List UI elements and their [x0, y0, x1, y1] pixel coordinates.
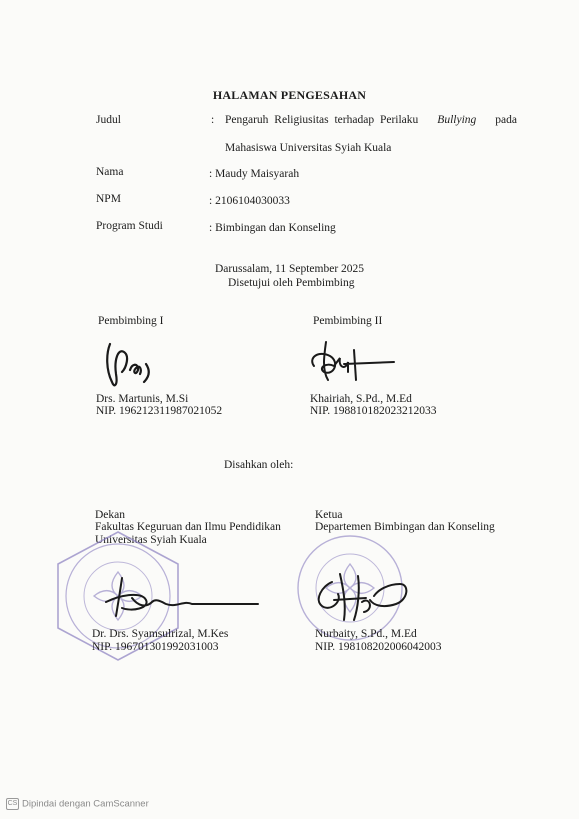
place-date: Darussalam, 11 September 2025	[215, 263, 365, 275]
prodi-value: : Bimbingan dan Konseling	[209, 222, 336, 234]
head-role: Ketua	[315, 509, 343, 521]
dean-name: Dr. Drs. Syamsulrizal, M.Kes	[92, 628, 229, 640]
judul-text-b: pada	[495, 114, 517, 126]
judul-label: Judul	[96, 114, 121, 126]
nama-value: : Maudy Maisyarah	[209, 168, 300, 180]
advisor2-nip: NIP. 198810182023212033	[310, 405, 437, 417]
approved-by: Disetujui oleh Pembimbing	[228, 277, 355, 289]
judul-text-a: Pengaruh Religiusitas terhadap Perilaku	[225, 114, 419, 126]
dean-org-line-1: Fakultas Keguruan dan Ilmu Pendidikan	[95, 521, 281, 533]
advisor1-nip: NIP. 196212311987021052	[96, 405, 223, 417]
camscanner-footer	[6, 798, 149, 810]
prodi-label: Program Studi	[96, 220, 163, 232]
judul-line-1	[225, 113, 517, 127]
advisor2-role: Pembimbing II	[313, 315, 383, 327]
ratified-by: Disahkan oleh:	[224, 459, 294, 471]
advisor2-signature	[304, 336, 400, 392]
judul-line-2: Mahasiswa Universitas Syiah Kuala	[225, 142, 392, 154]
head-org-line-1: Departemen Bimbingan dan Konseling	[315, 521, 495, 533]
camscanner-icon: CS	[6, 798, 19, 810]
dean-signature	[92, 568, 262, 628]
advisor1-role: Pembimbing I	[98, 315, 164, 327]
head-name: Nurbaity, S.Pd., M.Ed	[315, 628, 417, 640]
npm-label: NPM	[96, 193, 121, 205]
page-title: HALAMAN PENGESAHAN	[212, 88, 367, 102]
dean-role: Dekan	[95, 509, 126, 521]
advisor1-signature	[96, 330, 166, 392]
footer-text: Dipindai dengan CamScanner	[22, 798, 149, 810]
head-nip: NIP. 198108202006042003	[315, 641, 442, 653]
judul-colon: :	[211, 114, 215, 126]
dean-nip: NIP. 196701301992031003	[92, 641, 219, 653]
judul-italic: Bullying	[437, 114, 477, 126]
advisor1-name: Drs. Martunis, M.Si	[96, 393, 189, 405]
advisor2-name: Khairiah, S.Pd., M.Ed	[310, 393, 412, 405]
dean-org-line-2: Universitas Syiah Kuala	[95, 534, 207, 546]
head-signature	[304, 566, 414, 628]
npm-value: : 2106104030033	[209, 195, 290, 207]
nama-label: Nama	[96, 166, 124, 178]
